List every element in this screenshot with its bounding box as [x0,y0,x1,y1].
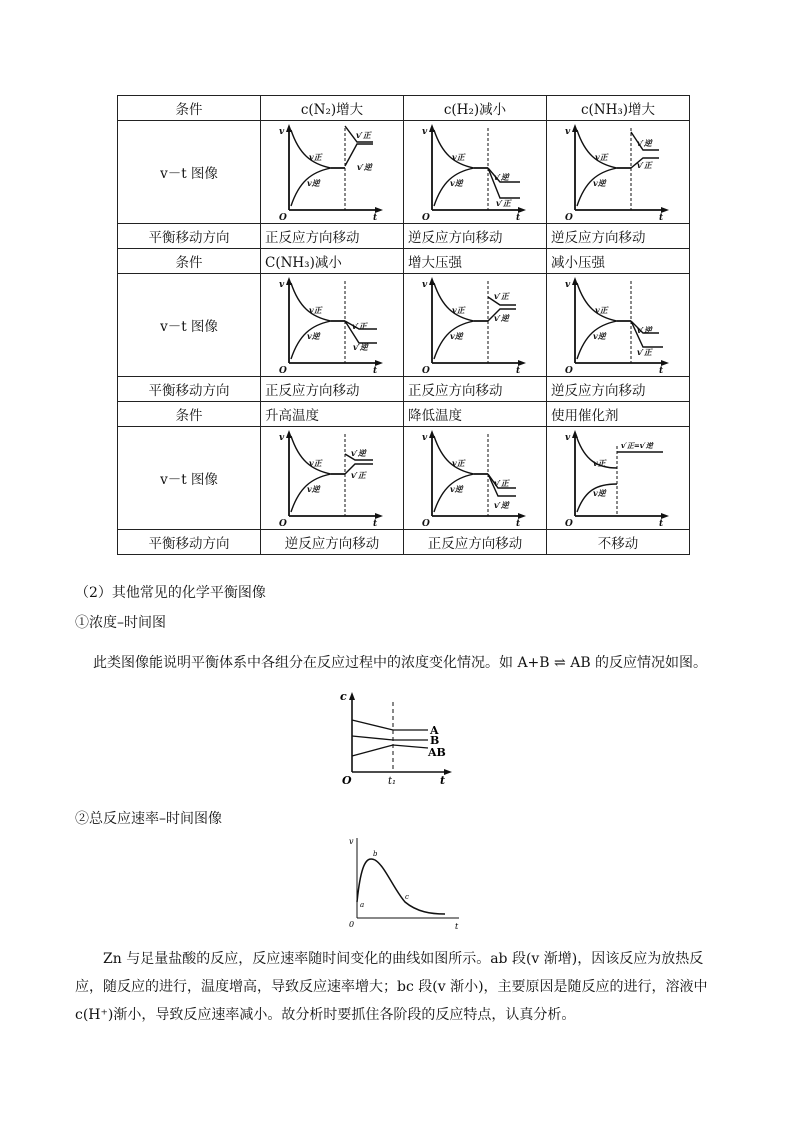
header-shift: 平衡移动方向 [118,377,261,402]
rate-time-chart [345,832,465,932]
v-forward-curve [434,436,488,474]
condition-cell: C(NH₃)减小 [261,249,404,274]
v-axis-arrow [572,124,578,132]
v-prime-forward-label: v′正 [351,470,366,480]
v-forward-curve [577,130,631,168]
item-title: ②总反应速率–时间图像 [75,811,222,827]
shift-cell: 逆反应方向移动 [547,224,690,249]
equilibrium-shift-table [117,95,690,555]
v-axis-label: v [565,433,571,443]
v-axis-label: v [422,127,428,137]
header-condition: 条件 [118,249,261,274]
v-prime-reverse-label: v′逆 [494,500,509,510]
v-axis-label: v [565,127,571,137]
t-axis-label: t [516,519,521,526]
v-reverse-label: v逆 [593,488,606,498]
explanation-paragraph: Zn 与足量盐酸的反应，反应速率随时间变化的曲线如图所示。ab 段(v 渐增)，因该反应为放热反应，随反应的进行，温度增高，导致反应速率增大；bc 段(v 渐小)，主要原因是随反应的进行，溶液中 c(H⁺)渐小，导致反应速率减小。故分析时要抓住各阶段的反应特点，认真分析。 [75,951,708,1023]
rate-point-b: b [373,850,378,858]
v-axis-label: v [279,127,285,137]
v-axis-arrow [429,277,435,285]
header-shift: 平衡移动方向 [118,530,261,555]
v-forward-label: v正 [452,305,465,315]
v-prime-reverse-label: v′逆 [494,172,509,182]
rate-point-a: a [360,901,365,909]
v-prime-forward-label: v′正 [494,291,509,301]
t-axis-label: t [516,213,521,220]
vt-graph-cell [547,121,690,224]
origin-label: O [565,519,573,526]
v-prime-forward-label: v′正 [494,478,509,488]
header-condition: 条件 [118,402,261,427]
conc-series-ab: AB [428,746,446,759]
v-reverse-label: v逆 [593,331,606,341]
vt-graph [277,430,387,526]
vt-graph-cell [547,427,690,530]
vt-graph-cell [261,427,404,530]
v-forward-curve [577,283,631,321]
header-graph: v－t 图像 [118,427,261,530]
v-forward-label: v正 [595,305,608,315]
v-axis-label: v [279,433,285,443]
v-reverse-label: v逆 [307,484,320,494]
v-forward-label: v正 [309,458,322,468]
v-reverse-label: v逆 [450,484,463,494]
v-reverse-label: v逆 [450,178,463,188]
condition-cell: 降低温度 [404,402,547,427]
v-axis-arrow [286,430,292,438]
t-axis-label: t [373,519,378,526]
shift-cell: 不移动 [547,530,690,555]
v-prime-reverse-label: v′逆 [353,342,368,352]
header-shift: 平衡移动方向 [118,224,261,249]
v-reverse-label: v逆 [450,331,463,341]
v-axis-label: v [279,280,285,290]
condition-cell: 减小压强 [547,249,690,274]
shift-cell: 逆反应方向移动 [404,224,547,249]
conc-series-b: B [430,734,440,747]
vt-graph-cell [404,121,547,224]
v-axis-arrow [572,430,578,438]
conc-t1: t₁ [388,776,397,786]
header-graph: v－t 图像 [118,274,261,377]
conc-series-a: A [430,724,439,737]
vt-graph-cell [261,274,404,377]
origin-label: O [565,213,573,220]
vt-graph [420,124,530,220]
vt-graph-cell [261,121,404,224]
vt-graph [563,430,673,526]
condition-cell: 升高温度 [261,402,404,427]
section-title: （2）其他常见的化学平衡图像 [75,585,266,601]
v-prime-reverse-label: v′逆 [351,448,366,458]
v-reverse-label: v逆 [307,331,320,341]
v-forward-curve [434,130,488,168]
vt-graph-cell [404,274,547,377]
conc-origin: O [342,774,352,786]
v-prime-forward-label: v′正 [637,160,652,170]
header-condition: 条件 [118,96,261,121]
rate-point-c: c [405,893,409,901]
conc-xlabel: t [440,774,446,786]
origin-label: O [422,366,430,373]
v-reverse-label: v逆 [307,178,320,188]
shift-cell: 正反应方向移动 [261,224,404,249]
vt-graph [420,430,530,526]
vt-graph [563,124,673,220]
shift-cell: 逆反应方向移动 [261,530,404,555]
v-forward-label: v正 [452,152,465,162]
v-forward-label: v正 [595,152,608,162]
v-axis-arrow [429,430,435,438]
item1-text: 此类图像能说明平衡体系中各组分在反应过程中的浓度变化情况。如 A+B ⇌ AB 的反应情况如图。 [93,655,708,671]
shift-cell: 正反应方向移动 [404,377,547,402]
v-forward-curve [291,130,345,168]
rate-ylabel: v [349,837,354,846]
shift-cell: 正反应方向移动 [404,530,547,555]
t-axis-label: t [373,366,378,373]
shift-cell: 正反应方向移动 [261,377,404,402]
origin-label: O [422,519,430,526]
origin-label: O [279,519,287,526]
v-prime-reverse-label: v′逆 [637,138,652,148]
v-axis-label: v [422,433,428,443]
origin-label: O [279,366,287,373]
origin-label: O [279,213,287,220]
origin-label: O [565,366,573,373]
v-axis-arrow [572,277,578,285]
vt-graph [277,124,387,220]
vt-graph-cell [404,427,547,530]
rate-origin: 0 [349,920,355,929]
v-axis-arrow [286,277,292,285]
v-prime-reverse-label: v′逆 [357,162,372,172]
condition-cell: c(N₂)增大 [261,96,404,121]
item-title: ①浓度–时间图 [75,615,166,631]
condition-cell: c(H₂)减小 [404,96,547,121]
v-axis-arrow [286,124,292,132]
origin-label: O [422,213,430,220]
v-forward-label: v正 [309,305,322,315]
condition-cell: c(NH₃)增大 [547,96,690,121]
t-axis-label: t [659,213,664,220]
vt-graph [277,277,387,373]
condition-cell: 使用催化剂 [547,402,690,427]
catalyst-label: v′正=v′逆 [621,441,653,450]
conc-ylabel: c [340,690,347,703]
vt-graph-cell [547,274,690,377]
header-graph: v－t 图像 [118,121,261,224]
v-reverse-label: v逆 [593,178,606,188]
v-prime-forward-label: v′正 [352,321,367,331]
v-forward-curve [434,283,488,321]
t-axis-label: t [659,519,664,526]
v-forward-label: v正 [593,458,606,468]
v-forward-label: v正 [309,152,322,162]
t-axis-label: t [373,213,378,220]
v-prime-forward-label: v′正 [637,347,652,357]
v-axis-label: v [565,280,571,290]
t-axis-label: t [659,366,664,373]
v-axis-label: v [422,280,428,290]
v-prime-forward-label: v′正 [496,198,511,208]
v-prime-reverse-label: v′逆 [494,313,509,323]
v-axis-arrow [429,124,435,132]
v-prime-reverse-label: v′逆 [637,325,652,335]
shift-cell: 逆反应方向移动 [547,377,690,402]
condition-cell: 增大压强 [404,249,547,274]
rate-xlabel: t [455,922,459,931]
v-forward-curve [291,283,345,321]
vt-graph [420,277,530,373]
v-forward-label: v正 [452,458,465,468]
v-forward-curve [291,436,345,474]
t-axis-label: t [516,366,521,373]
vt-graph [563,277,673,373]
concentration-time-chart [338,690,458,786]
v-prime-forward-label: v′正 [356,130,371,140]
